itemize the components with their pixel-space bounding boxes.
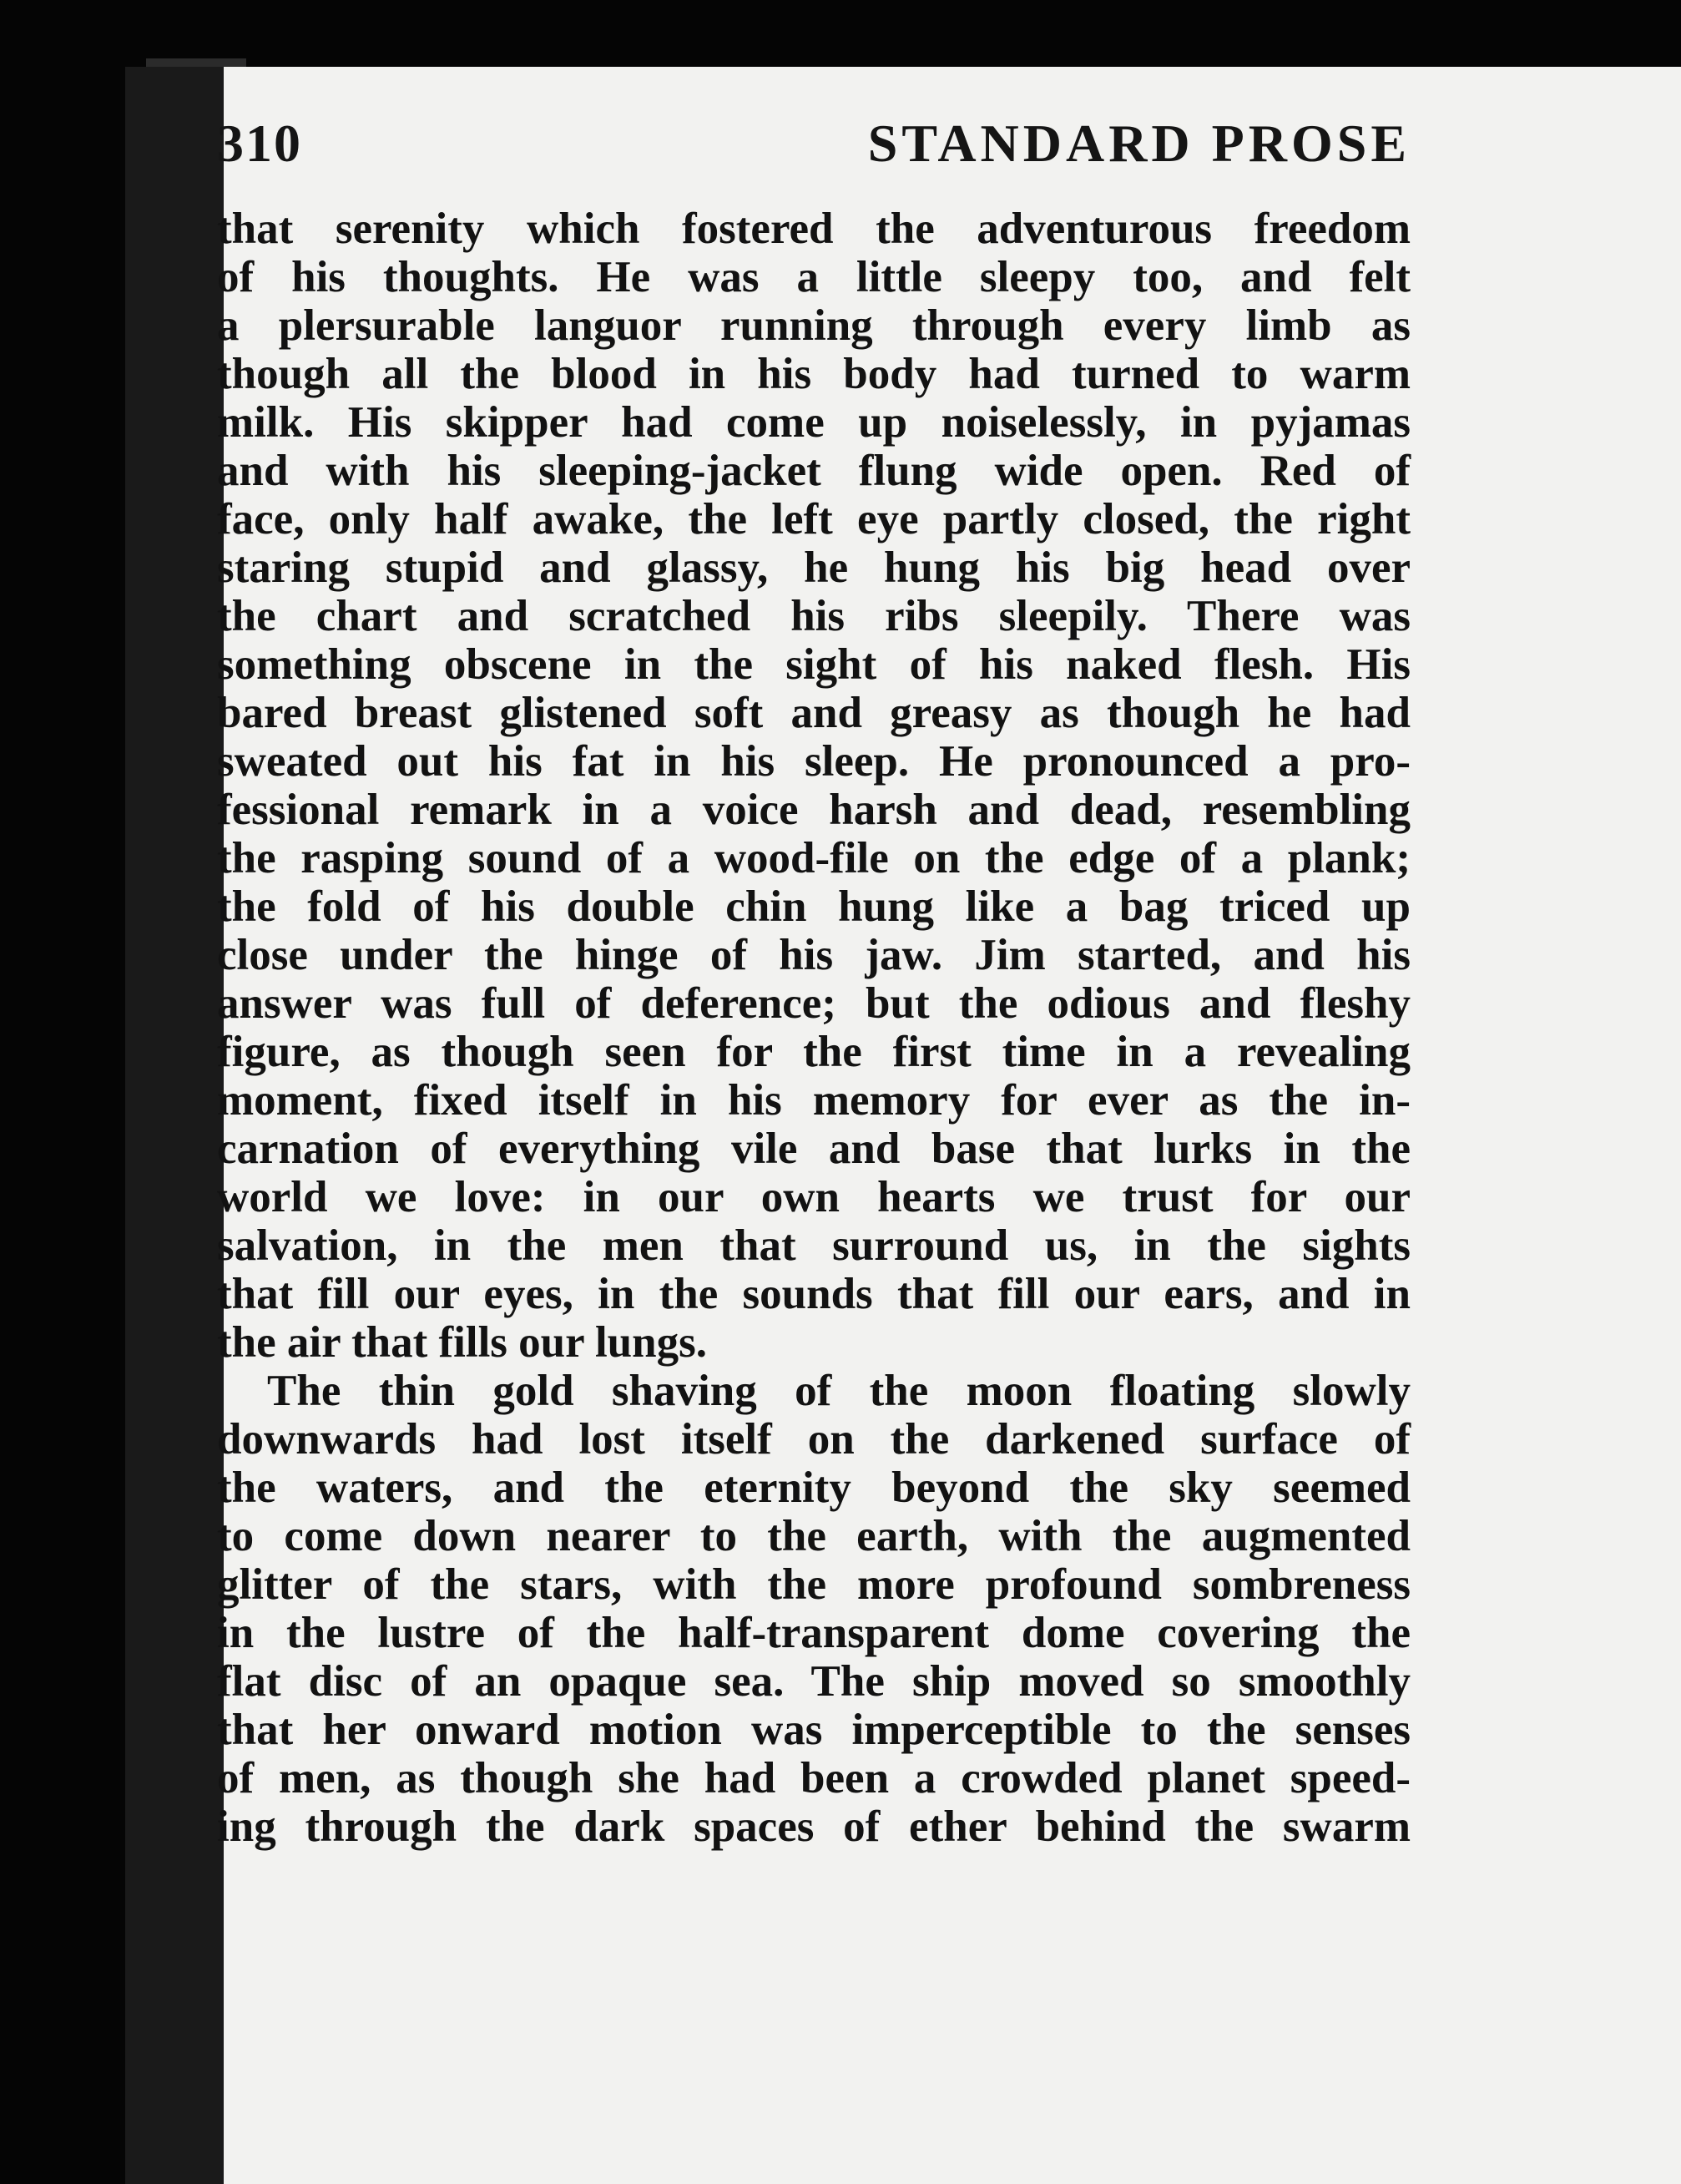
text-line: of men, as though she had been a crowded planet speed- (217, 1754, 1411, 1802)
text-line: that fill our eyes, in the sounds that fill our ears, and in (217, 1270, 1411, 1318)
text-line: of his thoughts. He was a little sleepy too, and felt (217, 253, 1411, 301)
text-line: a plersurable languor running through every limb as (217, 301, 1411, 350)
text-line-indented: The thin gold shaving of the moon floating slowly (267, 1367, 1411, 1415)
text-line: world we love: in our own hearts we trust for our (217, 1173, 1411, 1221)
text-line: to come down nearer to the earth, with the augmented (217, 1512, 1411, 1560)
paragraph-1 (217, 205, 1411, 1367)
text-line: moment, fixed itself in his memory for ever as the in- (217, 1076, 1411, 1125)
page-number: 310 (217, 114, 302, 173)
text-line: answer was full of deference; but the odious and fleshy (217, 979, 1411, 1028)
text-line: sweated out his fat in his sleep. He pronounced a pro- (217, 737, 1411, 786)
text-line: that serenity which fostered the adventurous freedom (217, 205, 1411, 253)
text-line: fessional remark in a voice harsh and dead, resembling (217, 786, 1411, 834)
text-line: bared breast glistened soft and greasy as though he had (217, 689, 1411, 737)
text-line: carnation of everything vile and base that lurks in the (217, 1125, 1411, 1173)
text-line: close under the hinge of his jaw. Jim started, and his (217, 931, 1411, 979)
text-line: and with his sleeping-jacket flung wide open. Red of (217, 447, 1411, 495)
text-line: salvation, in the men that surround us, in the sights (217, 1221, 1411, 1270)
text-line: milk. His skipper had come up noiselessly, in pyjamas (217, 398, 1411, 447)
page-header (217, 113, 1411, 205)
text-line: the rasping sound of a wood-file on the edge of a plank; (217, 834, 1411, 882)
text-line: that her onward motion was imperceptible to the senses (217, 1706, 1411, 1754)
body-text (217, 205, 1411, 1851)
text-line: face, only half awake, the left eye partly closed, the right (217, 495, 1411, 543)
text-line: flat disc of an opaque sea. The ship moved so smoothly (217, 1657, 1411, 1706)
text-line: the air that fills our lungs. (217, 1318, 708, 1367)
text-line: in the lustre of the half-transparent dome covering the (217, 1609, 1411, 1657)
text-line: something obscene in the sight of his naked flesh. His (217, 640, 1411, 689)
running-head: STANDARD PROSE (867, 114, 1411, 173)
text-line: though all the blood in his body had turned to warm (217, 350, 1411, 398)
text-line: downwards had lost itself on the darkened surface of (217, 1415, 1411, 1464)
text-line: ing through the dark spaces of ether behind the swarm (217, 1802, 1411, 1851)
text-line: staring stupid and glassy, he hung his big head over (217, 543, 1411, 592)
text-line: glitter of the stars, with the more profound sombreness (217, 1560, 1411, 1609)
text-line: the chart and scratched his ribs sleepily. There was (217, 592, 1411, 640)
text-line: figure, as though seen for the first time in a revealing (217, 1028, 1411, 1076)
text-line: the waters, and the eternity beyond the sky seemed (217, 1464, 1411, 1512)
paragraph-2 (217, 1367, 1411, 1851)
text-line: the fold of his double chin hung like a bag triced up (217, 882, 1411, 931)
